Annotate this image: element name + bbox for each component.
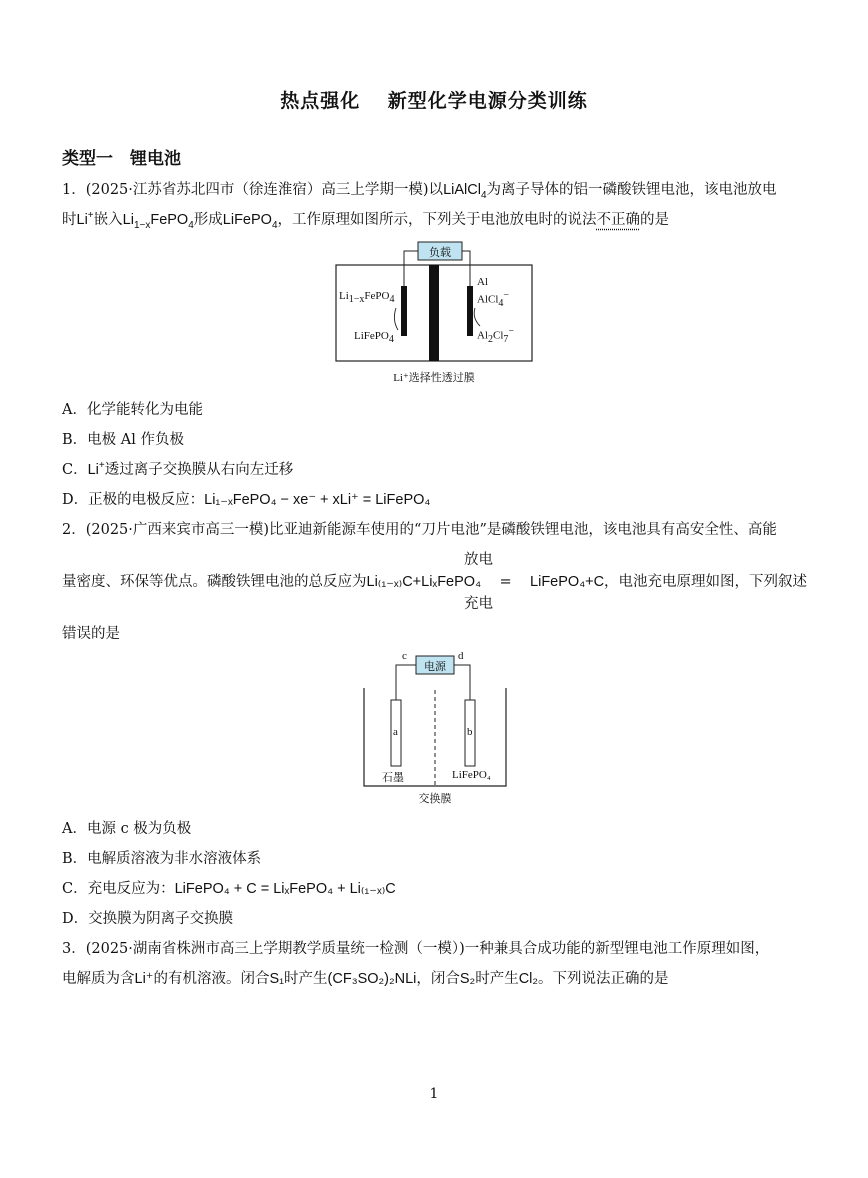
terminal-c: c bbox=[402, 650, 407, 662]
q2-line2: 量密度、环保等优点。磷酸铁锂电池的总反应为Li₍₁₋ₓ₎C+LiₓFePO₄ = LiFePO₄+C，电池充电原理如图，下列叙述 bbox=[62, 574, 808, 590]
page-number: 1 bbox=[429, 1086, 439, 1102]
lifepo4-label: LiFePO₄ bbox=[452, 769, 491, 781]
section-heading: 类型一 锂电池 bbox=[62, 149, 181, 169]
q2-option-d: D．交换膜为阴离子交换膜 bbox=[62, 911, 234, 927]
q1-option-c: C．Li+透过离子交换膜从右向左迁移 bbox=[62, 460, 294, 478]
q2-line3: 错误的是 bbox=[62, 626, 120, 642]
q2-diagram bbox=[362, 650, 508, 806]
page-title: 热点强化 新型化学电源分类训练 bbox=[280, 90, 588, 112]
right-al-label: Al bbox=[477, 276, 488, 288]
q3-line2: 电解质为含Li⁺的有机溶液。闭合S₁时产生(CF₃SO₂)₂NLi，闭合S₂时产生Cl₂。下列说法正确的是 bbox=[62, 971, 669, 987]
right-al2cl-label: $Al_2Cl_7^-$ bbox=[477, 326, 515, 345]
graphite-label: 石墨 bbox=[382, 771, 404, 784]
load-label: 负载 bbox=[429, 246, 451, 259]
q2-discharge: 放电 bbox=[464, 552, 493, 568]
q1-option-d: D．正极的电极反应：Li₁₋ₓFePO₄ − xe⁻ + xLi⁺ = LiFePO₄ bbox=[62, 492, 431, 508]
q3-line1: 3．(2025·湖南省株洲市高三上学期教学质量统一检测（一模）)一种兼具合成功能的新型锂电池工作原理如图， bbox=[62, 941, 770, 957]
terminal-d: d bbox=[458, 650, 464, 662]
emphasis-text: 不正确 bbox=[596, 212, 641, 228]
q1-caption: Li⁺选择性透过膜 bbox=[393, 372, 475, 384]
q1-option-a: A．化学能转化为电能 bbox=[62, 402, 203, 418]
right-alcl-label: AlCl$_4$− bbox=[477, 290, 510, 309]
q1-diagram bbox=[334, 238, 534, 388]
q2-charge: 充电 bbox=[464, 596, 493, 612]
q2-option-c: C．充电反应为：LiFePO₄ + C = LiₓFePO₄ + Li₍₁₋ₓ₎C bbox=[62, 881, 396, 897]
q1-line1: 1．(2025·江苏省苏北四市（徐连淮宿）高三上学期一模)以LiAlCl$_4$为离子导体的铝一磷酸铁锂电池，该电池放电 bbox=[62, 182, 777, 201]
q2-line1: 2．(2025·广西来宾市高三一模)比亚迪新能源车使用的“刀片电池”是磷酸铁锂电池，该电池具有高安全性、高能 bbox=[62, 522, 777, 538]
q1-diagram-lines bbox=[334, 238, 534, 388]
left-bottom-label: LiFePO$_4$ bbox=[354, 330, 394, 346]
power-source-label: 电源 bbox=[424, 660, 446, 673]
q2-option-a: A．电源 c 极为负极 bbox=[62, 821, 192, 837]
q2-caption: 交换膜 bbox=[418, 792, 452, 805]
q1-line2: 时Li+嵌入$Li_{1-x}FePO_4$形成LiFePO$_4$，工作原理如图所示，下列关于电池放电时的说法不正确的是 bbox=[62, 210, 670, 231]
electrode-a: a bbox=[393, 726, 398, 738]
q2-option-b: B．电解质溶液为非水溶液体系 bbox=[62, 851, 262, 867]
electrode-b: b bbox=[467, 726, 473, 738]
left-top-label: $Li_{1-x}FePO_4$ bbox=[339, 290, 395, 306]
q1-option-b: B．电极 Al 作负极 bbox=[62, 432, 184, 448]
